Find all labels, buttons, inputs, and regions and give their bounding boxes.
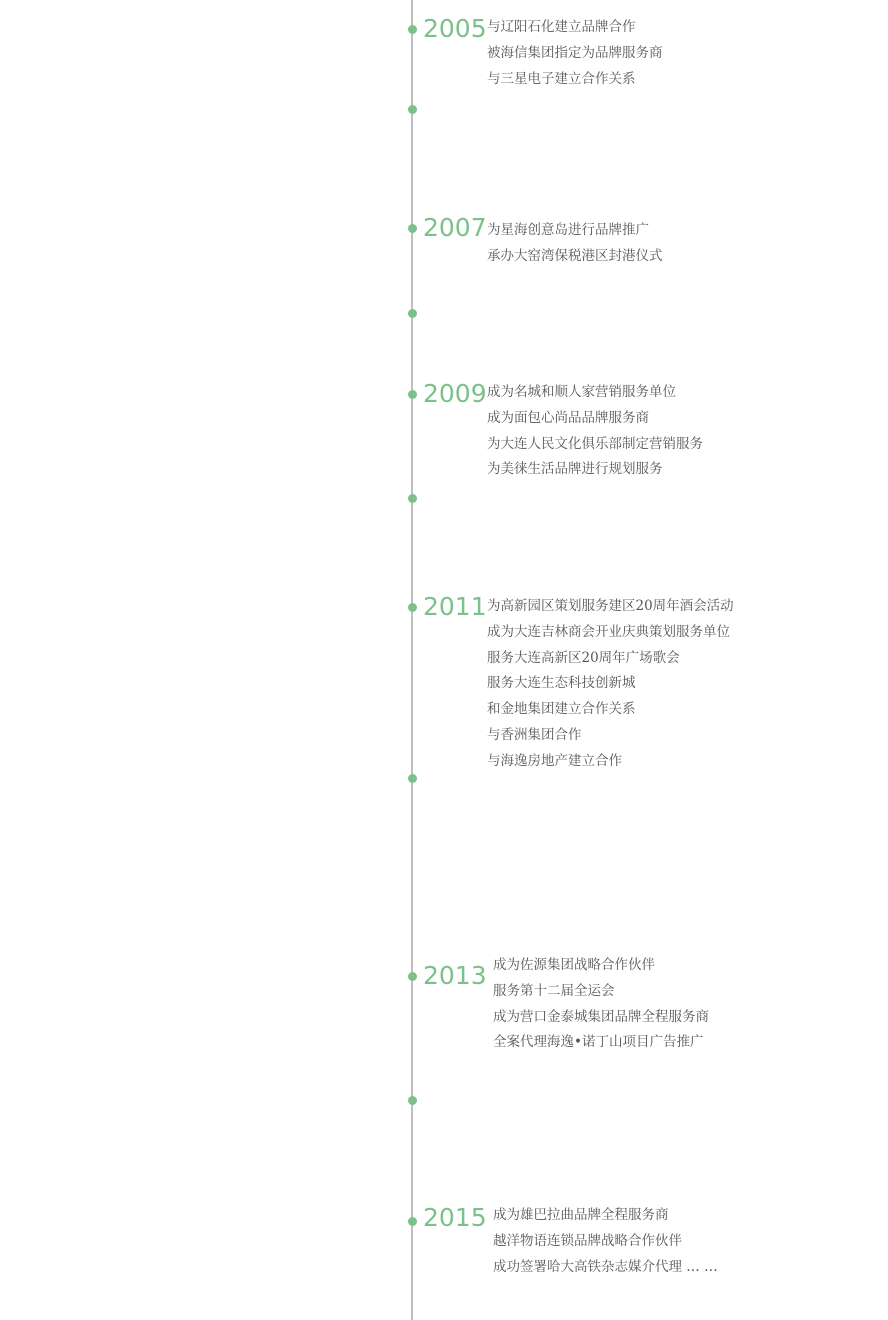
timeline-dot bbox=[408, 494, 417, 503]
timeline-dot bbox=[408, 25, 417, 34]
timeline-event-list bbox=[487, 380, 703, 483]
timeline-year: 2015 bbox=[423, 1203, 487, 1232]
timeline-year: 2009 bbox=[423, 379, 487, 408]
timeline-event-item: 为大连人民文化俱乐部制定营销服务 bbox=[487, 435, 703, 452]
timeline-event-item: 服务第十二届全运会 bbox=[493, 982, 615, 999]
timeline-event-list bbox=[493, 953, 709, 1056]
timeline-dot bbox=[408, 1096, 417, 1105]
timeline-event-item: 成为营口金泰城集团品牌全程服务商 bbox=[493, 1008, 709, 1025]
timeline-event-item: 服务大连高新区20周年广场歌会 bbox=[487, 649, 680, 666]
timeline-event-item: 成为雄巴拉曲品牌全程服务商 bbox=[493, 1207, 669, 1223]
timeline-event-item: 成为大连吉林商会开业庆典策划服务单位 bbox=[487, 623, 730, 640]
timeline-event-item: 和金地集团建立合作关系 bbox=[487, 701, 636, 718]
timeline-event-item: 被海信集团指定为品牌服务商 bbox=[487, 44, 663, 61]
timeline-event-item: 成为佐源集团战略合作伙伴 bbox=[493, 957, 655, 973]
timeline-year: 2007 bbox=[423, 213, 487, 242]
timeline-dot bbox=[408, 105, 417, 114]
timeline-year: 2013 bbox=[423, 961, 487, 990]
timeline-event-list bbox=[493, 1203, 718, 1280]
timeline-event-item: 与海逸房地产建立合作 bbox=[487, 752, 622, 769]
timeline-event-item: 成为名城和顺人家营销服务单位 bbox=[487, 384, 676, 400]
timeline-axis-line bbox=[411, 0, 413, 1320]
timeline-event-item: 承办大窑湾保税港区封港仪式 bbox=[487, 247, 663, 264]
timeline-event-item: 为美徕生活品牌进行规划服务 bbox=[487, 461, 663, 478]
timeline-event-item: 成为面包心尚品品牌服务商 bbox=[487, 409, 649, 426]
timeline-dot bbox=[408, 774, 417, 783]
timeline-event-item: 与辽阳石化建立品牌合作 bbox=[487, 19, 636, 35]
timeline-year: 2011 bbox=[423, 592, 487, 621]
timeline-event-item: 全案代理海逸•诺丁山项目广告推广 bbox=[493, 1034, 704, 1051]
timeline-event-list bbox=[487, 594, 734, 775]
timeline-dot bbox=[408, 972, 417, 981]
timeline-dot bbox=[408, 224, 417, 233]
timeline-event-list bbox=[487, 15, 663, 92]
timeline-event-item: 成功签署哈大高铁杂志媒介代理 … … bbox=[493, 1258, 718, 1275]
timeline-year: 2005 bbox=[423, 14, 487, 43]
timeline-event-item: 与香洲集团合作 bbox=[487, 726, 582, 743]
timeline-event-list bbox=[487, 218, 663, 270]
timeline-event-item: 服务大连生态科技创新城 bbox=[487, 675, 636, 692]
timeline-event-item: 为星海创意岛进行品牌推广 bbox=[487, 222, 649, 238]
timeline-dot bbox=[408, 603, 417, 612]
timeline-event-item: 为高新园区策划服务建区20周年酒会活动 bbox=[487, 598, 734, 614]
timeline-dot bbox=[408, 390, 417, 399]
timeline-dot bbox=[408, 1217, 417, 1226]
timeline-event-item: 越洋物语连锁品牌战略合作伙伴 bbox=[493, 1232, 682, 1249]
timeline-dot bbox=[408, 309, 417, 318]
timeline-event-item: 与三星电子建立合作关系 bbox=[487, 70, 636, 87]
